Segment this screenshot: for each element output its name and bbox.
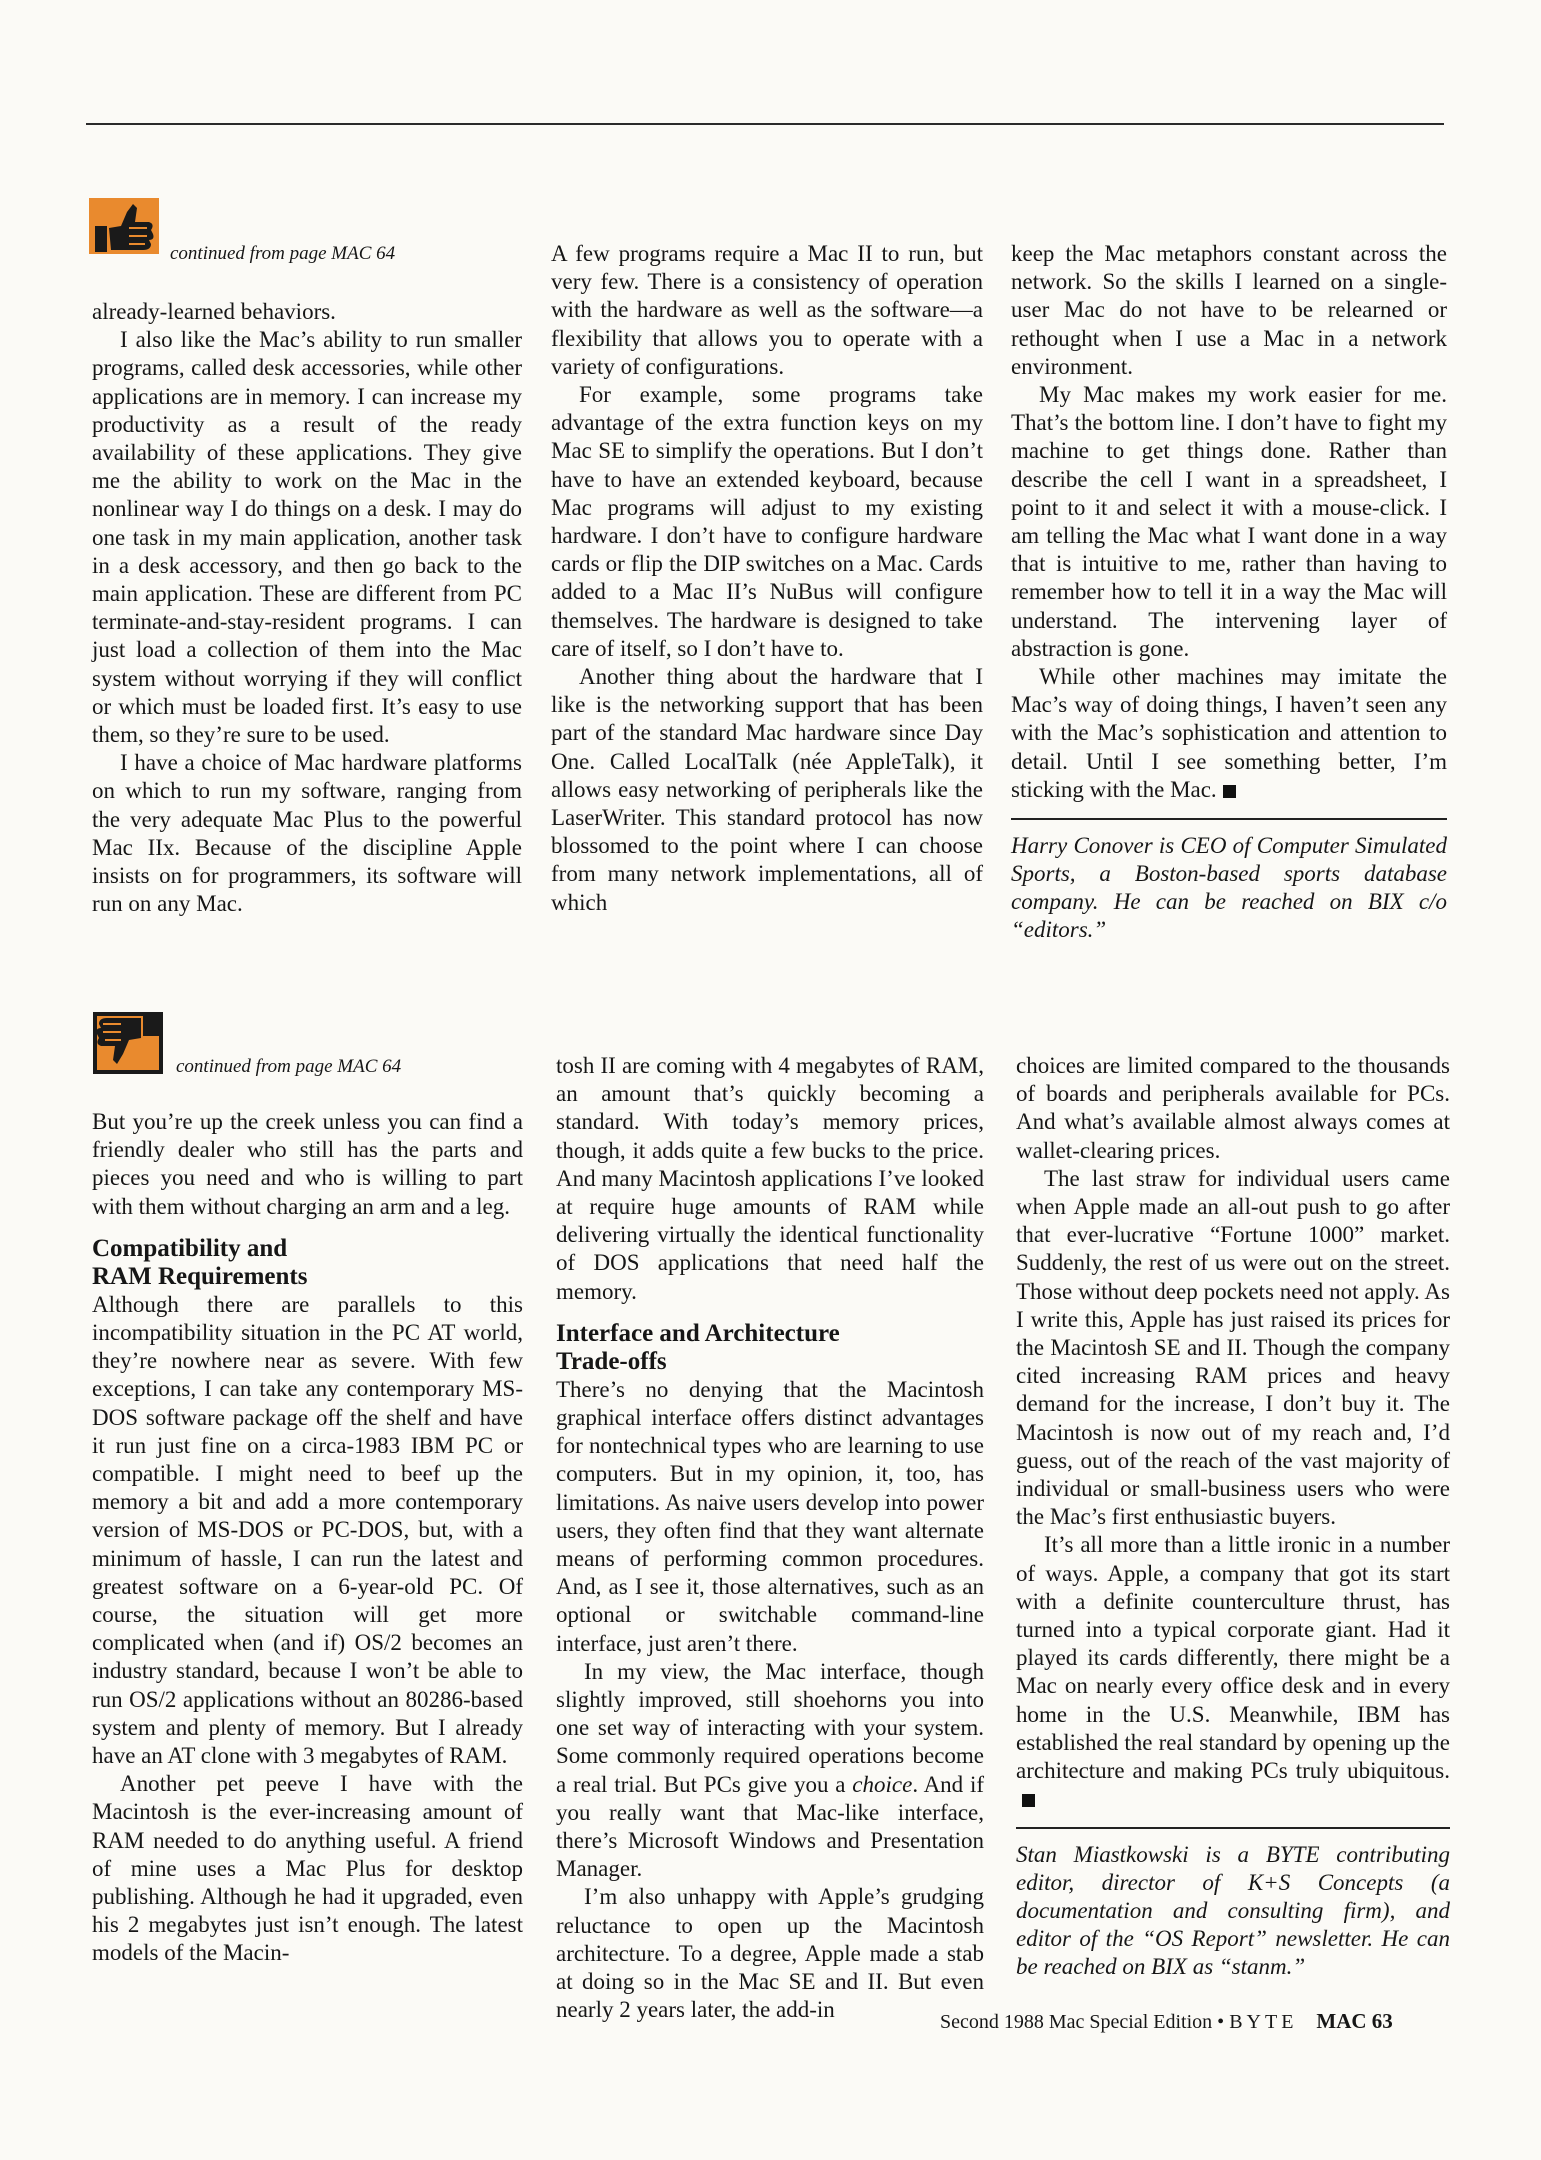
paragraph: I’m also unhappy with Apple’s grudging reluctance to open up the Macintosh architecture. To a degree, Apple made a stab at doing so in the Mac SE and II. But even nearly 2 years later, the add-in xyxy=(556,1884,984,2023)
section-heading-line: RAM Requirements xyxy=(92,1262,308,1290)
bottom-column-1 xyxy=(92,1108,523,1968)
footer-edition: Second 1988 Mac Special Edition xyxy=(940,2011,1213,2033)
section-heading-line: Trade-offs xyxy=(556,1347,667,1375)
bottom-column-3 xyxy=(1016,1052,1450,1981)
bottom-column-2 xyxy=(556,1052,984,2025)
paragraph: A few programs require a Mac II to run, but very few. There is a consistency of operation with the hardware as well as the software—a flexibility that allows you to operate with a variety of configurations. xyxy=(551,241,983,379)
section-heading xyxy=(556,1320,984,1376)
paragraph: My Mac makes my work easier for me. That’s the bottom line. I don’t have to fight my machine to get things done. Rather than describe the cell I want in a spreadsheet, I point to it and select it with a mouse-click. I am telling the Mac what I want done in a way that is intuitive to me, rather than having to remember how to tell it in a way the Mac will understand. The intervening layer of abstraction is gone. xyxy=(1011,382,1447,661)
paragraph-text: In my view, the Mac interface, though slightly improved, still shoehorns you into one set way of interacting with your system. Some commonly required operations become a real trial. But PCs give you a xyxy=(556,1658,984,1797)
top-column-3 xyxy=(1011,240,1447,944)
paragraph-text: It’s all more than a little ironic in a number of ways. Apple, a company that got its start with a definite counterculture thrust, has turned into a typical corporate giant. Had it played its cards differently, there might be a Mac on nearly every office desk and in every home in the U.S. Meanwhile, IBM has established the real standard by opening up the architecture and making PCs truly ubiquitous. xyxy=(1016,1532,1450,1784)
paragraph: Another thing about the hardware that I like is the networking support that has been part of the standard Mac hardware since Day One. Called LocalTalk (née AppleTalk), it allows easy networking of peripherals like the LaserWriter. This standard protocol has now blossomed to the point where I can choose from many network implementations, all of which xyxy=(551,664,983,915)
thumbs-down-icon xyxy=(93,1012,163,1068)
paragraph xyxy=(1016,1531,1450,1813)
page-number: MAC 63 xyxy=(1316,2009,1393,2033)
paragraph xyxy=(556,1658,984,1884)
paragraph xyxy=(1011,663,1447,804)
author-bio: Stan Miastkowski is a BYTE contributing editor, director of K+S Concepts (a documentation and consulting firm), and editor of the “OS Report” newsletter. He can be reached on BIX as “stanm.” xyxy=(1016,1842,1450,1980)
paragraph: choices are limited compared to the thousands of boards and peripherals available for PCs. And what’s available almost always comes at wallet-clearing prices. xyxy=(1016,1053,1450,1163)
paragraph: I also like the Mac’s ability to run smaller programs, called desk accessories, while other applications are in memory. I can increase my productivity as a result of the ready availability of these applications. They give me the ability to work on the Mac in the nonlinear way I do things on a desk. I may do one task in my main application, another task in a desk accessory, and then go back to the main application. These are different from PC terminate-and-stay-resident programs. I can just load a collection of them into the Mac system without worrying if they will conflict or which must be loaded first. It’s easy to use them, so they’re sure to be used. xyxy=(92,327,522,748)
bio-divider xyxy=(1011,818,1447,820)
top-column-1 xyxy=(92,298,522,918)
paragraph: tosh II are coming with 4 megabytes of RAM, an amount that’s quickly becoming a standard. With today’s memory prices, though, it adds quite a few bucks to the price. And many Macintosh applications I’ve looked at require huge amounts of RAM while delivering virtually the identical functionality of DOS applications that need half the memory. xyxy=(556,1053,984,1304)
footer-bullet: • xyxy=(1217,2011,1225,2033)
top-rule xyxy=(86,123,1444,125)
section-heading xyxy=(92,1235,523,1291)
paragraph: The last straw for individual users came when Apple made an all-out push to go after that ever-lucrative “Fortune 1000” market. Suddenly, the rest of us were out on the street. Those without deep pockets need not apply. As I write this, Apple has just raised its prices for the Macintosh SE and II. Though the company cited increasing RAM prices and heavy demand for the increase, I don’t buy it. The Macintosh is now out of my reach and, I’d guess, out of the reach of the vast majority of individual or small-business users who were the Mac’s first enthusiastic buyers. xyxy=(1016,1165,1450,1530)
paragraph: For example, some programs take advantage of the extra function keys on my Mac SE to simplify the operations. But I don’t have to have an extended keyboard, because Mac programs will adjust to my existing hardware. I don’t have to configure hardware cards or flip the DIP switches on a Mac. Cards added to a Mac II’s NuBus will configure themselves. The hardware is designed to take care of itself, so I don’t have to. xyxy=(551,382,983,661)
continued-note: continued from page MAC 64 xyxy=(176,1056,402,1077)
emphasis: choice xyxy=(852,1771,913,1797)
top-column-2 xyxy=(551,240,983,917)
continued-note: continued from page MAC 64 xyxy=(170,243,396,264)
paragraph: There’s no denying that the Macintosh graphical interface offers distinct advantages for nontechnical types who are learning to use computers. But in my opinion, it, too, has limitations. As naive users develop into power users, they often find that they want alternate means of performing common procedures. And, as I see it, those alternatives, such as an optional or switchable command-line interface, just aren’t there. xyxy=(556,1376,984,1656)
paragraph: already-learned behaviors. xyxy=(92,299,336,324)
paragraph: keep the Mac metaphors constant across the network. So the skills I learned on a single-user Mac do not have to be relearned or rethought when I use a Mac in a network environment. xyxy=(1011,241,1447,379)
paragraph: But you’re up the creek unless you can find a friendly dealer who still has the parts and pieces you need and who is willing to part with them without charging an arm and a leg. xyxy=(92,1109,523,1219)
end-mark-icon xyxy=(1022,1794,1035,1807)
section-heading-line: Interface and Architecture xyxy=(556,1319,840,1347)
paragraph: I have a choice of Mac hardware platforms on which to run my software, ranging from the very adequate Mac Plus to the powerful Mac IIx. Because of the discipline Apple insists on for programmers, its software will run on any Mac. xyxy=(92,750,522,917)
thumbs-up-icon xyxy=(89,198,159,254)
paragraph-text: While other machines may imitate the Mac’s way of doing things, I haven’t seen any with the Mac’s sophistication and attention to detail. Until I see something better, I’m sticking with the Mac. xyxy=(1011,664,1447,802)
page-footer xyxy=(940,2009,1393,2034)
bio-divider xyxy=(1016,1827,1450,1829)
paragraph: Although there are parallels to this incompatibility situation in the PC AT world, they’re nowhere near as severe. With few exceptions, I can take any contemporary MS-DOS software package off the shelf and have it run just fine on a circa-1983 IBM PC or compatible. I might need to beef up the memory a bit and add a more contemporary version of MS-DOS or PC-DOS, but, with a minimum of hassle, I can run the latest and greatest software on a 6-year-old PC. Of course, the situation will get more complicated when (and if) OS/2 becomes an industry standard, because I won’t be able to run OS/2 applications without an 80286-based system and plenty of memory. But I already have an AT clone with 3 megabytes of RAM. xyxy=(92,1291,523,1769)
paragraph-text: . And if you really want that Mac-like interface, there’s Microsoft Windows and Presentation Manager. xyxy=(556,1771,985,1882)
author-bio: Harry Conover is CEO of Computer Simulated Sports, a Boston-based sports database company. He can be reached on BIX c/o “editors.” xyxy=(1011,833,1447,943)
section-heading-line: Compatibility and xyxy=(92,1234,288,1262)
footer-magazine: BYTE xyxy=(1229,2011,1298,2033)
end-mark-icon xyxy=(1223,785,1236,798)
paragraph: Another pet peeve I have with the Macintosh is the ever-increasing amount of RAM needed to do anything useful. A friend of mine uses a Mac Plus for desktop publishing. Although he had it upgraded, even his 2 megabytes just isn’t enough. The latest models of the Macin- xyxy=(92,1771,523,1966)
